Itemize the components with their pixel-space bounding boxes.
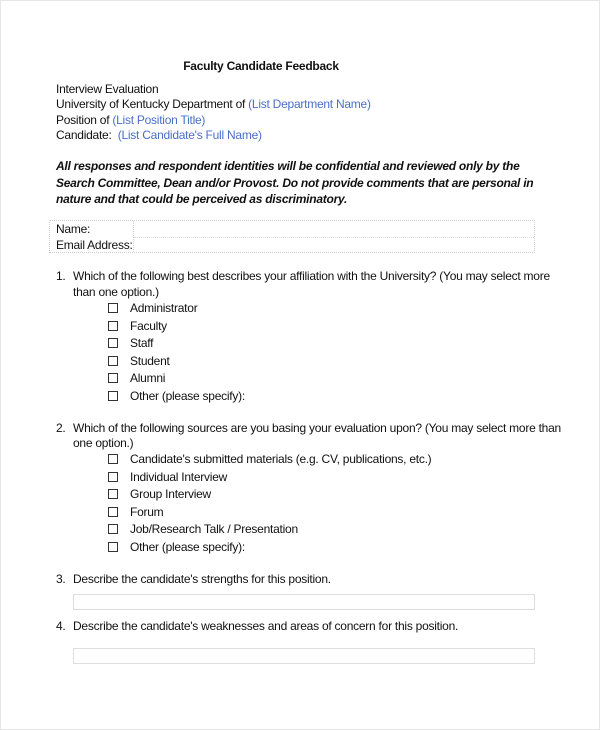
name-label: Name: <box>56 222 91 236</box>
position-placeholder[interactable]: (List Position Title) <box>112 113 206 127</box>
checkbox[interactable] <box>108 303 118 313</box>
option-research-talk[interactable] <box>108 522 298 536</box>
option-label: Forum <box>130 504 164 519</box>
question-text: Describe the candidate's strengths for this position. <box>73 572 331 586</box>
option-administrator[interactable] <box>108 301 197 315</box>
option-other[interactable] <box>108 540 245 554</box>
question-number: 2. <box>56 421 66 435</box>
option-faculty[interactable] <box>108 319 167 333</box>
option-label: Staff <box>130 336 154 350</box>
question-text: Describe the candidate's weaknesses and areas of concern for this position. <box>73 619 459 633</box>
department-placeholder[interactable]: (List Department Name) <box>248 97 371 111</box>
question-text: Which of the following best describes your affiliation with the University? (You may select more <box>73 269 550 283</box>
checkbox[interactable] <box>108 507 118 517</box>
option-label: Alumni <box>130 371 166 385</box>
header-line-evaluation: Interview Evaluation <box>56 82 159 96</box>
option-label: Group Interview <box>130 487 211 501</box>
info-labels <box>50 221 134 252</box>
question-2-continued: one option.) <box>73 436 134 450</box>
option-alumni[interactable] <box>108 371 165 385</box>
email-label: Email Address: <box>56 238 133 252</box>
name-input[interactable] <box>135 221 534 237</box>
option-other[interactable] <box>108 389 245 403</box>
checkbox[interactable] <box>108 321 118 331</box>
header-line-position <box>56 113 205 127</box>
option-label: Job/Research Talk / Presentation <box>130 522 298 536</box>
checkbox[interactable] <box>108 489 118 499</box>
checkbox[interactable] <box>108 472 118 482</box>
question-1 <box>56 269 550 285</box>
option-submitted-materials[interactable] <box>108 452 431 466</box>
question-1-continued: than one option.) <box>73 285 159 299</box>
position-label: Position of <box>56 113 113 127</box>
checkbox[interactable] <box>108 356 118 366</box>
option-staff[interactable] <box>108 336 153 350</box>
question-2 <box>56 421 561 437</box>
checkbox[interactable] <box>108 454 118 464</box>
checkbox[interactable] <box>108 391 118 401</box>
checkbox[interactable] <box>108 338 118 348</box>
document-title: Faculty Candidate Feedback <box>183 59 339 73</box>
option-label: Administrator <box>130 301 198 315</box>
header-line-department <box>56 97 371 111</box>
option-student[interactable] <box>108 354 170 368</box>
option-label: Other (please specify): <box>130 539 245 554</box>
option-label: Other (please specify): <box>130 388 245 403</box>
option-label: Student <box>130 353 170 368</box>
candidate-label: Candidate: <box>56 128 118 142</box>
question-number: 1. <box>56 269 66 283</box>
weaknesses-answer-field[interactable] <box>73 648 535 664</box>
header-line-candidate <box>56 128 262 142</box>
email-input[interactable] <box>135 237 534 253</box>
option-label: Faculty <box>130 318 167 333</box>
checkbox[interactable] <box>108 524 118 534</box>
question-3 <box>56 572 331 588</box>
strengths-answer-field[interactable] <box>73 594 535 610</box>
department-label: University of Kentucky Department of <box>56 97 249 111</box>
respondent-info-table <box>49 220 535 253</box>
option-group-interview[interactable] <box>108 487 211 501</box>
confidentiality-notice: All responses and respondent identities will be confidential and reviewed only by the Search Committee, Dean and/or Provost. Do not provide comments that are personal in nature and that could be perceived as discriminatory. <box>56 159 534 206</box>
option-forum[interactable] <box>108 505 163 519</box>
option-label: Individual Interview <box>130 469 228 484</box>
option-label: Candidate's submitted materials (e.g. CV, publications, etc.) <box>130 452 432 466</box>
question-number: 3. <box>56 572 66 586</box>
checkbox[interactable] <box>108 373 118 383</box>
candidate-placeholder[interactable]: (List Candidate's Full Name) <box>117 128 262 142</box>
question-4 <box>56 619 458 635</box>
option-individual-interview[interactable] <box>108 470 227 484</box>
question-number: 4. <box>56 619 66 633</box>
checkbox[interactable] <box>108 542 118 552</box>
question-text: Which of the following sources are you basing your evaluation upon? (You may select more than <box>73 421 561 435</box>
